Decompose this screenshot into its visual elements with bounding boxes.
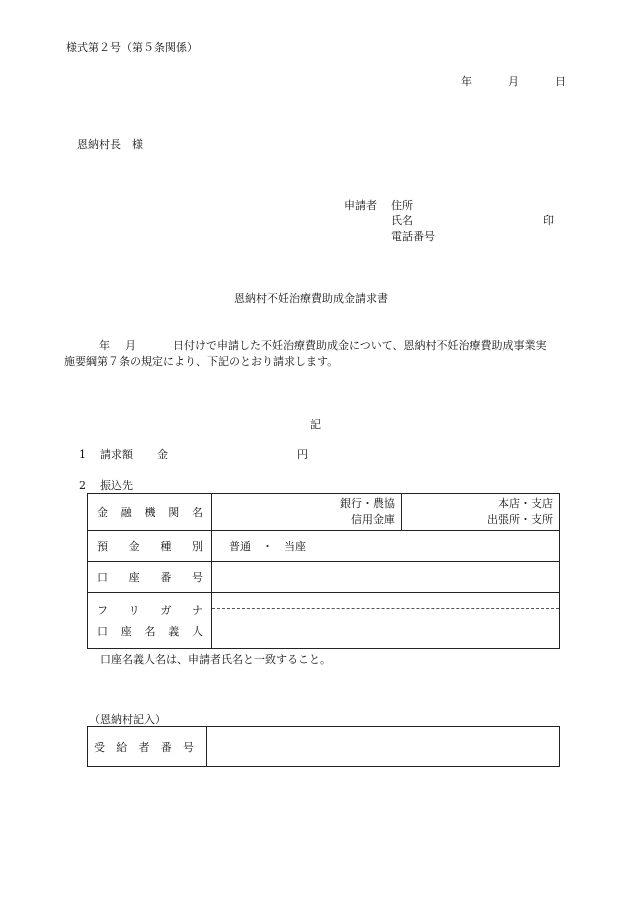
account-number-field[interactable]	[212, 562, 560, 593]
date-year-label: 年	[461, 75, 472, 88]
deposit-row	[88, 531, 560, 562]
branch-type-options	[402, 496, 559, 528]
date-month-label: 月	[508, 75, 519, 88]
deposit-type-value[interactable]: 普通 ・ 当座	[212, 531, 560, 562]
item2-label: 振込先	[100, 479, 133, 492]
applicant-heading: 申請者	[344, 199, 377, 212]
office-use-label: （恩納村記入）	[89, 713, 166, 726]
body-year: 年	[99, 339, 110, 352]
document-title: 恩納村不妊治療費助成金請求書	[234, 292, 388, 305]
item1-label: 請求額	[100, 448, 133, 461]
ki-heading: 記	[310, 418, 321, 431]
recipient-table	[87, 726, 560, 767]
bank-name-cell[interactable]	[212, 494, 402, 531]
recipient-row	[88, 727, 560, 767]
branch-name-cell[interactable]	[402, 494, 560, 531]
branch-type-2: 出張所・支所	[487, 513, 553, 526]
name-label: 氏名	[391, 214, 413, 227]
item1-kin: 金	[157, 448, 168, 461]
bank-type-2: 信用金庫	[351, 513, 395, 526]
bank-type-options	[212, 496, 401, 528]
bank-table	[87, 493, 560, 649]
phone-label: 電話番号	[391, 230, 435, 243]
seal-mark: 印	[543, 214, 554, 227]
holder-row	[88, 593, 560, 649]
body-month: 月	[125, 339, 136, 352]
address-label: 住所	[391, 199, 413, 212]
recipient-number-field[interactable]	[207, 727, 560, 767]
bank-type-1: 銀行・農協	[340, 497, 395, 510]
date-day-label: 日	[555, 75, 566, 88]
form-number: 様式第２号（第５条関係）	[66, 41, 198, 54]
branch-type-1: 本店・支店	[498, 497, 553, 510]
addressee: 恩納村長 様	[77, 138, 143, 151]
account-row	[88, 562, 560, 593]
item2-number: 2	[79, 479, 86, 492]
account-number-label: 口 座 番 号	[97, 571, 203, 584]
body-line1: 日付けで申請した不妊治療費助成金について、恩納村不妊治療費助成事業実	[173, 339, 547, 352]
item1-number: 1	[79, 448, 86, 461]
body-line2: 施要綱第７条の規定により、下記のとおり請求します。	[64, 355, 339, 368]
furigana-field[interactable]	[212, 593, 559, 609]
recipient-number-label: 受 給 者 番 号	[94, 740, 194, 754]
item1-unit: 円	[297, 448, 308, 461]
account-holder-label: 口 座 名 義 人	[97, 625, 203, 638]
deposit-type-label: 預 金 種 別	[97, 540, 203, 553]
institution-label: 金 融 機 関 名	[97, 506, 203, 519]
holder-note: 口座名義人名は、申請者氏名と一致すること。	[100, 653, 331, 666]
furigana-label: フ リ ガ ナ	[97, 604, 203, 617]
account-holder-field[interactable]	[212, 609, 559, 648]
holder-field	[212, 593, 560, 649]
institution-row	[88, 494, 560, 531]
